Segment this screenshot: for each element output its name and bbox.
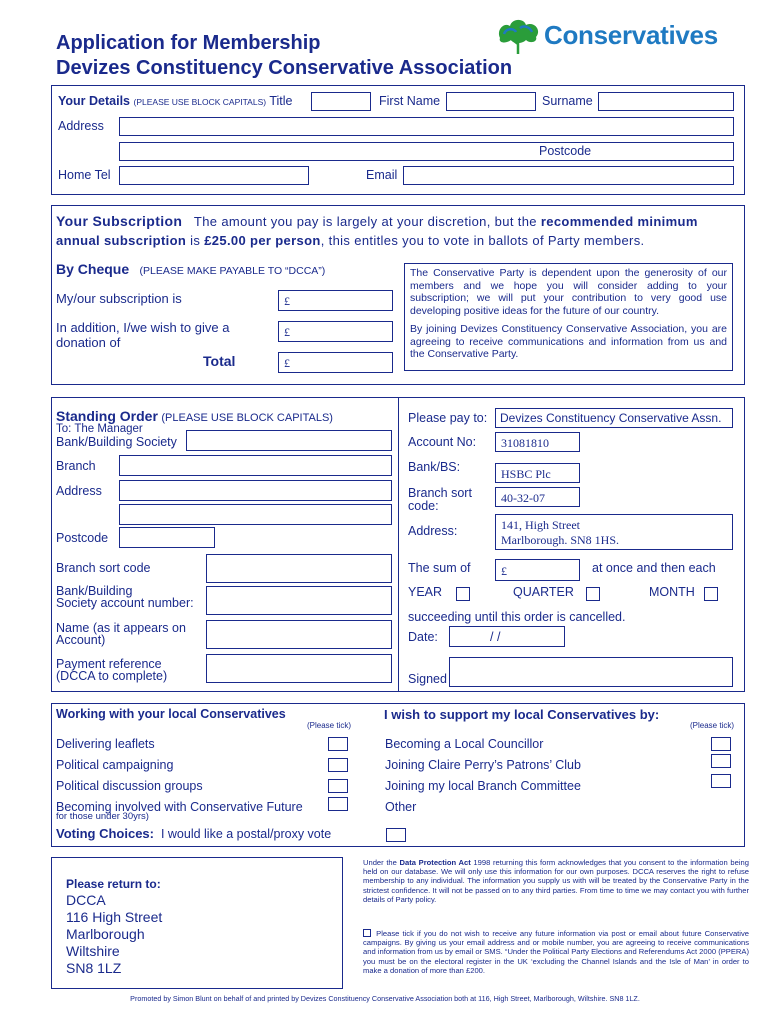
voting-heading: Voting Choices:: [56, 826, 154, 841]
first-name-label: First Name: [379, 94, 441, 108]
page-title: Application for Membership: [56, 32, 321, 54]
first-name-input[interactable]: [446, 92, 536, 111]
bank-address-box: [495, 514, 733, 550]
payment-reference-input[interactable]: [206, 654, 392, 683]
to-manager-label: To: The Manager: [56, 423, 143, 435]
donation-label-2: donation of: [56, 335, 121, 350]
quarter-checkbox[interactable]: [586, 587, 600, 601]
cheque-note: (PLEASE MAKE PAYABLE TO “DCCA”): [139, 265, 326, 277]
account-label-2: Society account number:: [56, 596, 194, 610]
date-input[interactable]: [449, 626, 565, 647]
footer-imprint: Promoted by Simon Blunt on behalf of and printed by Devizes Constituency Conservative Association both at 116, High Street, Marlborough, Wiltshire. SN8 1LZ.: [130, 994, 640, 1003]
standing-order-note: (PLEASE USE BLOCK CAPITALS): [161, 412, 333, 424]
sort-code-label: Branch sort code: [56, 561, 151, 575]
bank-society-input[interactable]: [186, 430, 392, 451]
so-address-input-1[interactable]: [119, 480, 392, 501]
so-postcode-label: Postcode: [56, 531, 109, 545]
support-item-branch: Joining my local Branch Committee: [385, 779, 581, 793]
support-item-other: Other: [385, 800, 417, 814]
year-label: YEAR: [408, 585, 443, 599]
so-address-label: Address: [56, 484, 102, 498]
subscription-info-box: [404, 263, 733, 371]
surname-label: Surname: [542, 94, 593, 108]
dp-para2-text: Please tick if you do not wish to receive any future information via post or email about future Conservative campaigns. By giving us your email address and or mobile number, you are agreeing to receive communications and information from us by email or SMS. “Under the Political Party Elections and Referendums Act 2000 (PPERA) you must be on the electoral register in the UK ‘excluding the Channel Islands and the Isle of Man’ in order to make a donation of more than £200.: [363, 929, 749, 975]
bank-address-line2: Marlborough. SN8 1HS.: [501, 533, 620, 547]
year-checkbox[interactable]: [456, 587, 470, 601]
standing-order-heading: Standing Order: [56, 408, 158, 424]
branch-sort-label-1: Branch sort: [408, 486, 472, 500]
pay-to-value: Devizes Constituency Conservative Assn.: [500, 411, 722, 425]
name-label-1: Name (as it appears on: [56, 621, 186, 635]
surname-input[interactable]: [598, 92, 734, 111]
subscription-text2-end: , this entitles you to vote in ballots of Party members.: [320, 233, 645, 248]
title-label: Title: [269, 94, 293, 108]
account-label-1: Bank/Building: [56, 584, 133, 598]
bank-address-label: Address:: [408, 524, 458, 538]
support-item-patrons: Joining Claire Perry’s Patrons’ Club: [385, 758, 581, 772]
sortcode-box: [495, 487, 580, 507]
bankbs-label: Bank/BS:: [408, 460, 461, 474]
month-label: MONTH: [649, 585, 695, 599]
signature-input[interactable]: [449, 657, 733, 687]
donation-amount-input[interactable]: [278, 321, 393, 342]
return-line: DCCA: [66, 892, 106, 908]
address-input-2[interactable]: [119, 142, 734, 161]
by-cheque-heading: By Cheque: [56, 261, 130, 277]
standing-order-divider: [398, 398, 399, 691]
dp-act: Data Protection Act: [399, 858, 471, 867]
support-item-councillor: Becoming a Local Councillor: [385, 737, 544, 751]
account-name-input[interactable]: [206, 620, 392, 649]
support-tick-note: (Please tick): [690, 721, 735, 730]
subscription-amount-input[interactable]: [278, 290, 393, 311]
branch-sort-label-2: code:: [408, 499, 439, 513]
subscription-text1-bold: recommended minimum: [540, 214, 698, 229]
return-address: [66, 892, 162, 977]
bank-address-line1: 141, High Street: [501, 518, 580, 532]
home-tel-label: Home Tel: [58, 168, 111, 182]
subscription-text1: The amount you pay is largely at your discretion, but the: [193, 214, 537, 229]
sortcode-value: 40-32-07: [501, 491, 545, 505]
future-checkbox[interactable]: [328, 797, 348, 811]
working-item-discussion: Political discussion groups: [56, 779, 203, 793]
dp-para1-text: 1998 returning this form acknowledges that you consent to the information being held on our database. We will only use this information for our own purposes. DCCA reserves the right to refuse membership to any individual. The information you supply us with will be treated by the Conservative Party in the strictest confidence. It will not be passed on to any third parties. From time to time we may contact you with further details of Party policy.: [363, 858, 749, 904]
email-label: Email: [366, 168, 398, 182]
pay-to-box: [495, 408, 733, 428]
title-input[interactable]: [311, 92, 371, 111]
postal-vote-checkbox[interactable]: [386, 828, 406, 842]
by-cheque-row: [56, 261, 325, 277]
subscription-text2-mid: is: [190, 233, 201, 248]
opt-out-checkbox[interactable]: [363, 929, 371, 937]
branch-committee-checkbox[interactable]: [711, 774, 731, 788]
pound-sign: £: [284, 294, 290, 308]
total-amount-input[interactable]: [278, 352, 393, 373]
councillor-checkbox[interactable]: [711, 737, 731, 751]
working-item-campaigning: Political campaigning: [56, 758, 174, 772]
pay-to-label: Please pay to:: [408, 411, 488, 425]
page-subtitle: Devizes Constituency Conservative Association: [56, 57, 513, 79]
logo-text: Conservatives: [544, 20, 718, 50]
tree-icon: [494, 16, 542, 56]
account-no-box: [495, 432, 580, 452]
details-note: (PLEASE USE BLOCK CAPITALS): [133, 97, 267, 107]
support-heading: I wish to support my local Conservatives by:: [384, 707, 660, 722]
working-heading: Working with your local Conservatives: [56, 707, 286, 721]
data-protection-para1: [363, 858, 749, 904]
bank-society-label: Bank/Building Society: [56, 435, 177, 449]
so-postcode-input[interactable]: [119, 527, 215, 548]
sum-label: The sum of: [408, 561, 471, 575]
total-label: Total: [203, 353, 236, 369]
details-heading-row: [58, 94, 293, 108]
pound-sign: £: [284, 356, 290, 370]
address-input-1[interactable]: [119, 117, 734, 136]
recommended-amount: £25.00 per person: [204, 233, 321, 248]
postcode-label: Postcode: [539, 144, 592, 158]
succeeding-text: succeeding until this order is cancelled.: [408, 610, 626, 624]
sum-input[interactable]: [495, 559, 580, 581]
date-separators: / /: [490, 630, 501, 644]
quarter-label: QUARTER: [513, 585, 574, 599]
info-para-2: By joining Devizes Constituency Conservative Association, you are agreeing to receive communications and information from us and the Conservative Party.: [410, 323, 727, 360]
home-tel-input[interactable]: [119, 166, 309, 185]
pound-sign: £: [501, 564, 507, 578]
campaigning-checkbox[interactable]: [328, 758, 348, 772]
pound-sign: £: [284, 325, 290, 339]
month-checkbox[interactable]: [704, 587, 718, 601]
date-label: Date:: [408, 630, 438, 644]
sort-code-input[interactable]: [206, 554, 392, 583]
working-item-future: Becoming involved with Conservative Future: [56, 800, 303, 814]
info-para-1: The Conservative Party is dependent upon the generosity of our members and we hope you will consider adding to your subscription; we will put your contribution to very good use developing positive ideas for the future of our country.: [410, 267, 727, 317]
details-heading: Your Details: [58, 94, 131, 108]
return-line: 116 High Street: [66, 909, 163, 925]
subscription-heading: Your Subscription: [56, 213, 183, 229]
subscription-text2-bold: annual subscription: [56, 233, 187, 248]
branch-label: Branch: [56, 459, 96, 473]
signed-label: Signed: [408, 672, 447, 686]
dp-lead: Under the: [363, 858, 397, 867]
account-number-input[interactable]: [206, 586, 392, 615]
working-tick-note: (Please tick): [307, 721, 352, 730]
so-address-input-2[interactable]: [119, 504, 392, 525]
voting-row: [56, 826, 331, 841]
address-label: Address: [58, 119, 104, 133]
donation-label-1: In addition, I/we wish to give a: [56, 320, 230, 335]
voting-text: I would like a postal/proxy vote: [160, 827, 332, 841]
email-input[interactable]: [403, 166, 734, 185]
return-line: SN8 1LZ: [66, 960, 122, 976]
standing-order-heading-row: [56, 408, 333, 424]
payref-label-1: Payment reference: [56, 657, 162, 671]
discussion-checkbox[interactable]: [328, 779, 348, 793]
return-line: Marlborough: [66, 926, 145, 942]
bankbs-value: HSBC Plc: [501, 467, 551, 481]
payref-label-2: (DCCA to complete): [56, 669, 168, 683]
account-no-value: 31081810: [501, 436, 549, 450]
data-protection-para2: [363, 929, 749, 975]
leaflets-checkbox[interactable]: [328, 737, 348, 751]
branch-input[interactable]: [119, 455, 392, 476]
patrons-checkbox[interactable]: [711, 754, 731, 768]
future-note: for those under 30yrs): [56, 811, 149, 822]
working-item-leaflets: Delivering leaflets: [56, 737, 155, 751]
subscription-line1: [56, 213, 744, 229]
my-sub-label: My/our subscription is: [56, 291, 182, 306]
return-line: Wiltshire: [66, 943, 120, 959]
conservatives-logo: [494, 16, 744, 56]
subscription-line2: [56, 233, 645, 248]
bankbs-box: [495, 463, 580, 483]
sum-after-label: at once and then each: [592, 561, 716, 575]
name-label-2: Account): [56, 633, 106, 647]
return-heading: Please return to:: [66, 877, 161, 891]
account-no-label: Account No:: [408, 435, 477, 449]
